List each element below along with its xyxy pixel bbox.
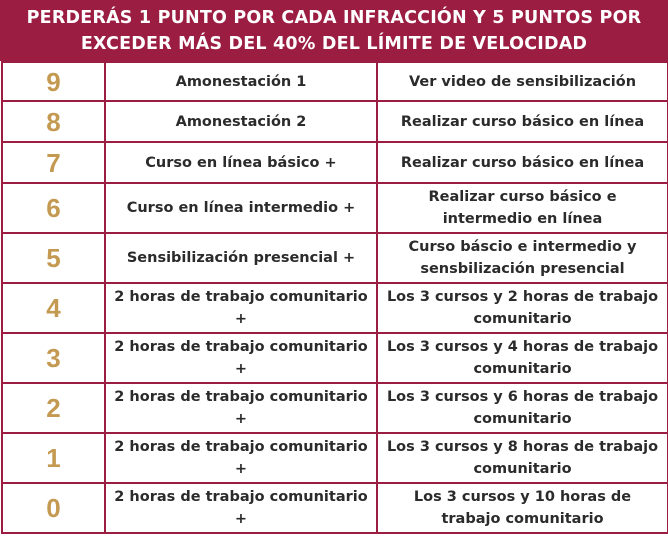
table-row bbox=[2, 483, 668, 533]
table-row bbox=[2, 142, 668, 183]
points-value: 8 bbox=[2, 101, 105, 142]
action-cell: Realizar curso básico e intermedio en línea bbox=[377, 183, 668, 233]
table-row bbox=[2, 333, 668, 383]
sanction-cell: Curso en línea básico + bbox=[105, 142, 377, 183]
sanction-cell: 2 horas de trabajo comunitario + bbox=[105, 383, 377, 433]
table-row bbox=[2, 101, 668, 142]
points-value: 2 bbox=[2, 383, 105, 433]
action-cell: Ver video de sensibilización bbox=[377, 62, 668, 101]
sanction-cell: Sensibilización presencial + bbox=[105, 233, 377, 283]
points-value: 5 bbox=[2, 233, 105, 283]
table-row bbox=[2, 62, 668, 101]
sanction-cell: 2 horas de trabajo comunitario + bbox=[105, 483, 377, 533]
header-line-2: EXCEDER MÁS DEL 40% DEL LÍMITE DE VELOCIDAD bbox=[80, 33, 588, 54]
points-value: 0 bbox=[2, 483, 105, 533]
header-line-1: PERDERÁS 1 PUNTO POR CADA INFRACCIÓN Y 5 PUNTOS POR bbox=[26, 7, 642, 28]
sanction-cell: 2 horas de trabajo comunitario + bbox=[105, 433, 377, 483]
action-cell: Realizar curso básico en línea bbox=[377, 101, 668, 142]
points-value: 3 bbox=[2, 333, 105, 383]
sanction-cell: 2 horas de trabajo comunitario + bbox=[105, 333, 377, 383]
action-cell: Los 3 cursos y 2 horas de trabajo comunitario bbox=[377, 283, 668, 333]
points-value: 7 bbox=[2, 142, 105, 183]
table-row bbox=[2, 233, 668, 283]
points-value: 9 bbox=[2, 62, 105, 101]
points-table bbox=[1, 61, 668, 534]
table-row bbox=[2, 283, 668, 333]
points-value: 1 bbox=[2, 433, 105, 483]
action-cell: Los 3 cursos y 4 horas de trabajo comunitario bbox=[377, 333, 668, 383]
sanction-cell: 2 horas de trabajo comunitario + bbox=[105, 283, 377, 333]
sanction-cell: Amonestación 1 bbox=[105, 62, 377, 101]
sanction-cell: Amonestación 2 bbox=[105, 101, 377, 142]
action-cell: Los 3 cursos y 10 horas de trabajo comunitario bbox=[377, 483, 668, 533]
table-row bbox=[2, 383, 668, 433]
action-cell: Los 3 cursos y 6 horas de trabajo comunitario bbox=[377, 383, 668, 433]
points-value: 4 bbox=[2, 283, 105, 333]
table-row bbox=[2, 183, 668, 233]
table-row bbox=[2, 433, 668, 483]
header-banner bbox=[0, 0, 668, 61]
points-value: 6 bbox=[2, 183, 105, 233]
action-cell: Curso báscio e intermedio y sensbilización presencial bbox=[377, 233, 668, 283]
action-cell: Realizar curso básico en línea bbox=[377, 142, 668, 183]
action-cell: Los 3 cursos y 8 horas de trabajo comunitario bbox=[377, 433, 668, 483]
sanction-cell: Curso en línea intermedio + bbox=[105, 183, 377, 233]
